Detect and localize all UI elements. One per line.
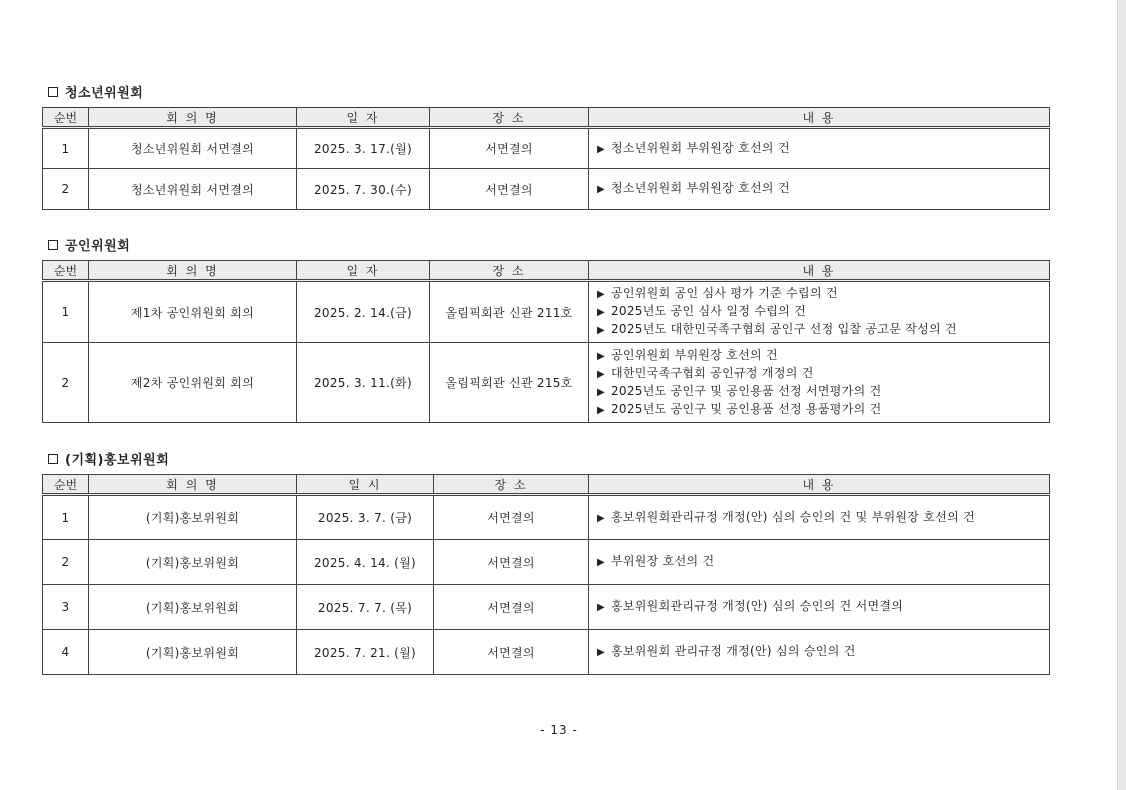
cell-name: (기획)홍보위원회	[89, 585, 297, 630]
cell-no: 4	[43, 630, 89, 675]
content-item: ▶ 2025년도 공인구 및 공인용품 선정 서면평가의 건	[597, 383, 882, 398]
cell-date: 2025. 7. 7. (목)	[297, 585, 434, 630]
table-row	[43, 540, 1050, 585]
content-item: ▶ 부위원장 호선의 건	[597, 554, 715, 568]
header-no: 순번	[43, 261, 89, 281]
bullet-triangle-icon: ▶	[597, 368, 605, 380]
cell-place: 서면결의	[430, 169, 589, 210]
cell-no: 2	[43, 343, 89, 423]
bullet-triangle-icon: ▶	[597, 647, 605, 658]
bullet-triangle-icon: ▶	[597, 512, 605, 524]
cell-no: 1	[43, 128, 89, 169]
cell-name: (기획)홍보위원회	[89, 540, 297, 585]
header-no: 순번	[43, 475, 89, 495]
cell-name: 청소년위원회 서면결의	[89, 169, 297, 210]
cell-no: 2	[43, 540, 89, 585]
table-header-row	[43, 108, 1050, 128]
section-title-youth: 청소년위원회	[48, 82, 143, 101]
content-item: ▶ 2025년도 대한민국족구협회 공인구 선정 입찰 공고문 작성의 건	[597, 322, 957, 336]
bullet-triangle-icon: ▶	[597, 404, 605, 416]
cell-no: 1	[43, 281, 89, 343]
bullet-triangle-icon: ▶	[597, 602, 605, 613]
bullet-triangle-icon: ▶	[597, 350, 605, 362]
cell-place: 서면결의	[434, 540, 589, 585]
cell-content	[589, 169, 1050, 210]
content-item: ▶ 2025년도 공인 심사 일정 수립의 건	[597, 304, 807, 318]
cell-date: 2025. 3. 17.(월)	[297, 128, 430, 169]
header-name: 회 의 명	[89, 261, 297, 281]
cell-place: 올림픽회관 신관 211호	[430, 281, 589, 343]
section-title-certification: 공인위원회	[48, 235, 130, 254]
bullet-triangle-icon: ▶	[597, 557, 605, 568]
content-item: ▶ 홍보위원회관리규정 개정(안) 심의 승인의 건 서면결의	[597, 599, 904, 613]
content-item: ▶ 공인위원회 부위원장 호선의 건	[597, 347, 778, 362]
content-item: ▶ 공인위원회 공인 심사 평가 기준 수립의 건	[597, 286, 838, 300]
page-number: - 13 -	[540, 723, 578, 737]
scrollbar-track[interactable]	[1117, 0, 1126, 790]
header-date: 일 시	[297, 475, 434, 495]
cell-content	[589, 343, 1050, 423]
cell-place: 서면결의	[434, 630, 589, 675]
header-name: 회 의 명	[89, 475, 297, 495]
cell-place: 올림픽회관 신관 215호	[430, 343, 589, 423]
table-row	[43, 169, 1050, 210]
pr-committee-table	[42, 474, 1050, 675]
header-name: 회 의 명	[89, 108, 297, 128]
table-row	[43, 495, 1050, 540]
cell-date: 2025. 7. 30.(수)	[297, 169, 430, 210]
bullet-triangle-icon: ▶	[597, 307, 605, 318]
cell-no: 3	[43, 585, 89, 630]
cell-name: (기획)홍보위원회	[89, 630, 297, 675]
bullet-triangle-icon: ▶	[597, 143, 605, 155]
cell-content	[589, 540, 1050, 585]
cell-date: 2025. 3. 11.(화)	[297, 343, 430, 423]
cell-date: 2025. 2. 14.(금)	[297, 281, 430, 343]
checkbox-square-icon	[48, 87, 58, 97]
cell-content	[589, 495, 1050, 540]
table-row	[43, 585, 1050, 630]
header-date: 일 자	[297, 261, 430, 281]
cell-date: 2025. 7. 21. (월)	[297, 630, 434, 675]
header-place: 장 소	[434, 475, 589, 495]
cell-date: 2025. 3. 7. (금)	[297, 495, 434, 540]
section-title-pr: (기획)홍보위원회	[48, 449, 169, 468]
table-header-row	[43, 475, 1050, 495]
checkbox-square-icon	[48, 454, 58, 464]
cell-name: 제1차 공인위원회 회의	[89, 281, 297, 343]
header-no: 순번	[43, 108, 89, 128]
youth-committee-table	[42, 107, 1050, 210]
cell-no: 2	[43, 169, 89, 210]
cell-content	[589, 281, 1050, 343]
table-row	[43, 343, 1050, 423]
table-row	[43, 630, 1050, 675]
bullet-triangle-icon: ▶	[597, 386, 605, 398]
cell-no: 1	[43, 495, 89, 540]
certification-committee-table	[42, 260, 1050, 423]
content-item: ▶ 홍보위원회관리규정 개정(안) 심의 승인의 건 및 부위원장 호선의 건	[597, 509, 975, 524]
bullet-triangle-icon: ▶	[597, 184, 605, 195]
cell-place: 서면결의	[434, 585, 589, 630]
bullet-triangle-icon: ▶	[597, 289, 605, 300]
content-item: ▶ 2025년도 공인구 및 공인용품 선정 용품평가의 건	[597, 401, 882, 416]
header-place: 장 소	[430, 261, 589, 281]
cell-content	[589, 128, 1050, 169]
cell-date: 2025. 4. 14. (월)	[297, 540, 434, 585]
content-item: ▶ 대한민국족구협회 공인규정 개정의 건	[597, 365, 814, 380]
content-item: ▶ 홍보위원회 관리규정 개정(안) 심의 승인의 건	[597, 644, 856, 658]
header-content: 내 용	[589, 261, 1050, 281]
table-row	[43, 281, 1050, 343]
cell-name: 청소년위원회 서면결의	[89, 128, 297, 169]
cell-place: 서면결의	[434, 495, 589, 540]
table-header-row	[43, 261, 1050, 281]
content-item: ▶ 청소년위원회 부위원장 호선의 건	[597, 181, 790, 195]
bullet-triangle-icon: ▶	[597, 325, 605, 336]
header-date: 일 자	[297, 108, 430, 128]
cell-name: 제2차 공인위원회 회의	[89, 343, 297, 423]
header-place: 장 소	[430, 108, 589, 128]
table-row	[43, 128, 1050, 169]
header-content: 내 용	[589, 475, 1050, 495]
cell-place: 서면결의	[430, 128, 589, 169]
cell-content	[589, 630, 1050, 675]
cell-name: (기획)홍보위원회	[89, 495, 297, 540]
header-content: 내 용	[589, 108, 1050, 128]
checkbox-square-icon	[48, 240, 58, 250]
cell-content	[589, 585, 1050, 630]
content-item: ▶ 청소년위원회 부위원장 호선의 건	[597, 140, 790, 155]
